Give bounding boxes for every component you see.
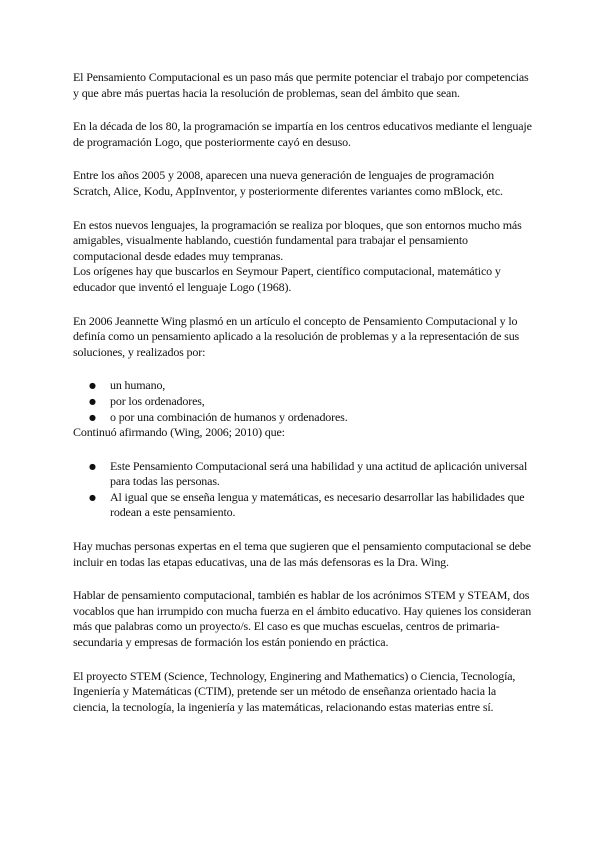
list-item: ● o por una combinación de humanos y ordenadores. [73,410,533,426]
paragraph-stem-steam: Hablar de pensamiento computacional, también es hablar de los acrónimos STEM y STEAM, dos vocablos que han irrumpido con mucha fuerza en el ámbito educativo. Hay quienes los consideran más que palabras como un proyecto/s. El caso es que muchas escuelas, centros de primaria-secundaria y empresas de formación los están poniendo en práctica. [73,588,532,650]
list-item: ● un humano, [73,378,533,394]
paragraph-new-languages: Entre los años 2005 y 2008, aparecen una nueva generación de lenguajes de programación Scratch, Alice, Kodu, AppInventor, y posteriormente diferentes variantes como mBlock, etc. [73,168,503,198]
bullet-list-wing-claims [73,459,533,521]
list-item: ● Este Pensamiento Computacional será una habilidad y una actitud de aplicación universal para todas las personas. [73,459,533,490]
paragraph-papert-origins: Los orígenes hay que buscarlos en Seymour Papert, científico computacional, matemático y educador que inventó el lenguaje Logo (1968). [73,264,501,294]
paragraph-block-programming: En estos nuevos lenguajes, la programación se realiza por bloques, que son entornos mucho más amigables, visualmente hablando, cuestión fundamental para trabajar el pensamiento computacional desde edades muy tempranas. [73,217,522,263]
paragraph-experts: Hay muchas personas expertas en el tema que sugieren que el pensamiento computacional se debe incluir en todas las etapas educativas, una de las más defensoras es la Dra. Wing. [73,539,531,569]
paragraph-logo-history: En la década de los 80, la programación se impartía en los centros educativos mediante el lenguaje de programación Logo, que posteriormente cayó en desuso. [73,119,532,149]
list-item: ● por los ordenadores, [73,394,533,410]
paragraph-wing-continuation: Continuó afirmando (Wing, 2006; 2010) que: [73,425,285,440]
document-body [73,70,533,715]
paragraph-intro: El Pensamiento Computacional es un paso más que permite potenciar el trabajo por competencias y que abre más puertas hacia la resolución de problemas, sean del ámbito que sean. [73,70,529,100]
bullet-list-performers [73,378,533,425]
paragraph-stem-project: El proyecto STEM (Science, Technology, Enginering and Mathematics) o Ciencia, Tecnología, Ingeniería y Matemáticas (CTIM), pretende ser un método de enseñanza orientado hacia la ciencia, la tecnología, la ingeniería y las matemáticas, relacionando estas materias entre sí. [73,668,516,714]
list-item: ● Al igual que se enseña lengua y matemáticas, es necesario desarrollar las habilidades que rodean a este pensamiento. [73,490,533,521]
paragraph-wing-definition: En 2006 Jeannette Wing plasmó en un artículo el concepto de Pensamiento Computacional y lo definía como un pensamiento aplicado a la resolución de problemas y a la representación de sus soluciones, y realizados por: [73,313,520,359]
